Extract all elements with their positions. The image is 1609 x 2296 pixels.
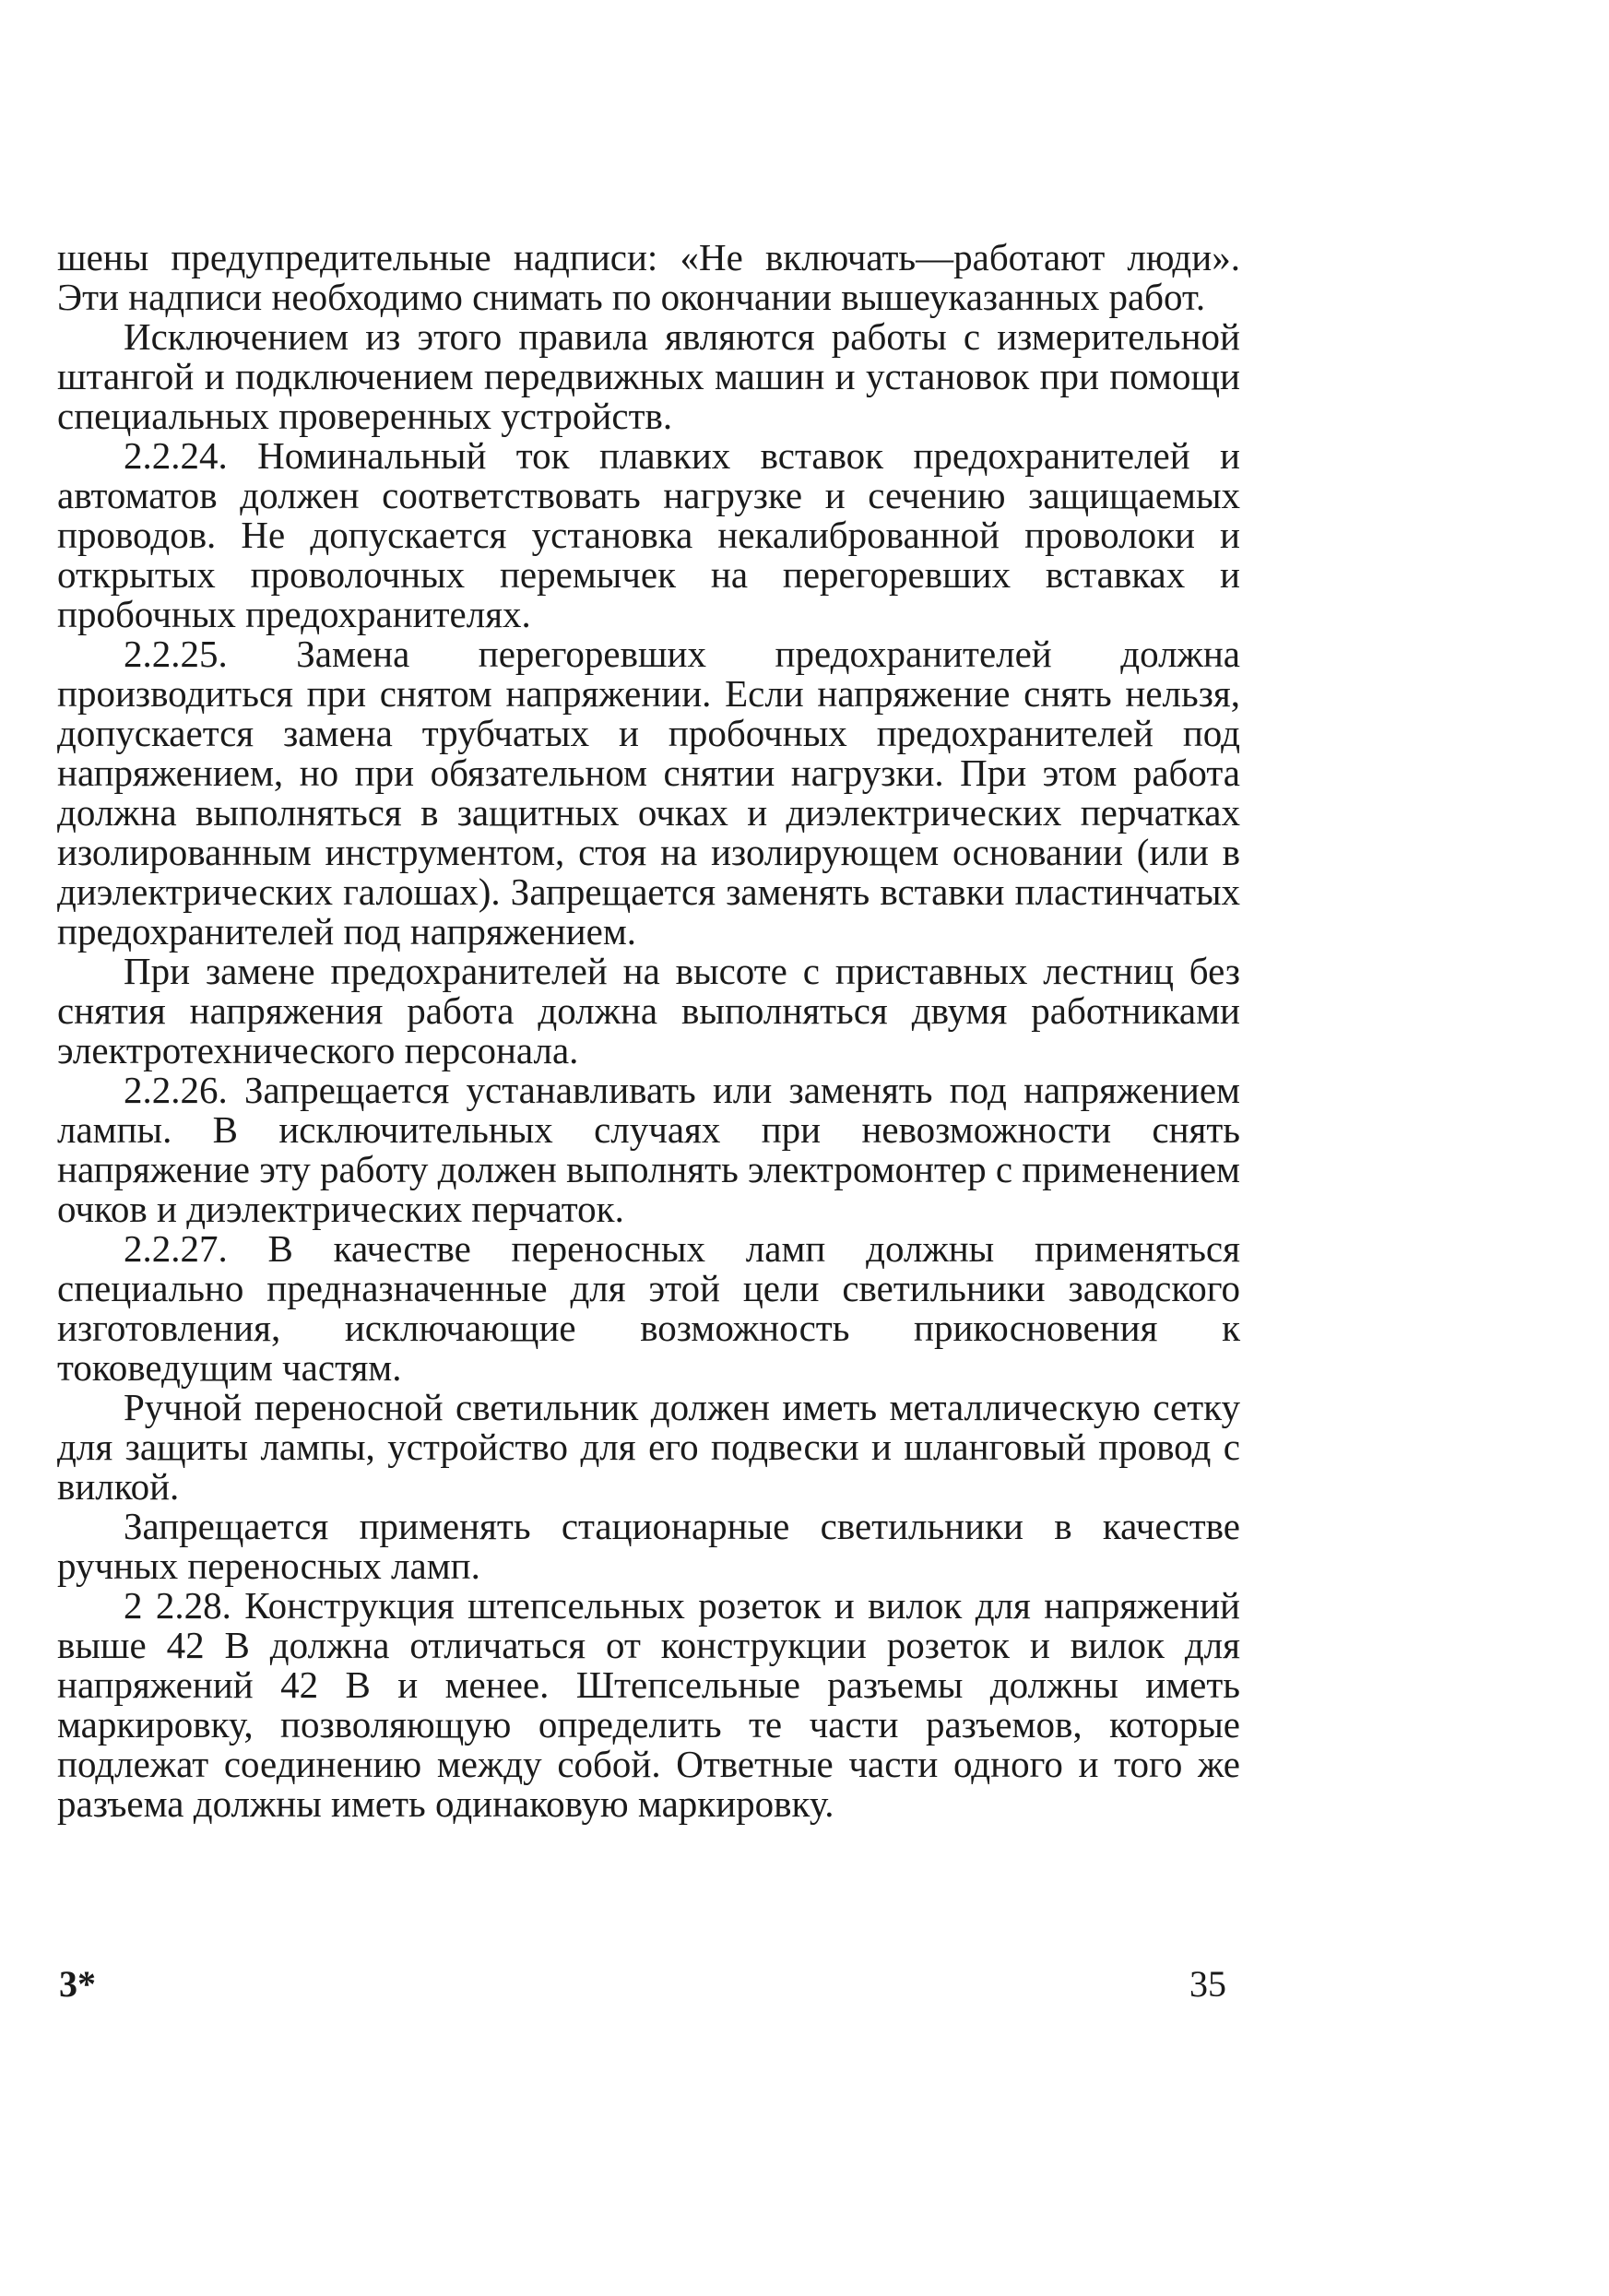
paragraph: шены предупредительные надписи: «Не включать—работают люди». Эти надписи необходимо снимать по окончании вышеуказанных работ. [57,236,1240,318]
body-text [57,238,1240,1824]
paragraph: 2.2.27. В качестве переносных ламп должны применяться специально предназначенные для этой цели светильники заводского изготовления, исключающие возможность прикосновения к токоведущим частям. [57,1227,1240,1389]
paragraph: Ручной переносной светильник должен иметь металлическую сетку для защиты лампы, устройство для его подвески и шланговый провод с вилкой. [57,1386,1240,1508]
paragraph: Запрещается применять стационарные светильники в качестве ручных переносных ламп. [57,1505,1240,1587]
paragraph: Исключением из этого правила являются работы с измерительной штангой и подключением передвижных машин и установок при помощи специальных проверенных устройств. [57,315,1240,437]
paragraph: При замене предохранителей на высоте с приставных лестниц без снятия напряжения работа должна выполняться двумя работниками электротехнического персонала. [57,950,1240,1071]
paragraph: 2.2.25. Замена перегоревших предохранителей должна производиться при снятом напряжении. Если напряжение снять нельзя, допускается замена трубчатых и пробочных предохранителей под напряжением, но при обязательном снятии нагрузки. При этом работа должна выполняться в защитных очках и диэлектрических перчатках изолированным инструментом, стоя на изолирующем основании (или в диэлектрических галошах). Запрещается заменять вставки пластинчатых предохранителей под напряжением. [57,633,1240,953]
paragraph: 2.2.24. Номинальный ток плавких вставок предохранителей и автоматов должен соответствовать нагрузке и сечению защищаемых проводов. Не допускается установка некалиброванной проволоки и открытых проволочных перемычек на перегоревших вставках и пробочных предохранителях. [57,434,1240,635]
signature-mark: 3* [59,1963,96,2005]
page-number: 35 [1189,1963,1226,2005]
paragraph: 2 2.28. Конструкция штепсельных розеток и вилок для напряжений выше 42 В должна отличаться от конструкции розеток и вилок для напряжений 42 В и менее. Штепсельные разъемы должны иметь маркировку, позволяющую определить те части разъемов, которые подлежат соединению между собой. Ответные части одного и того же разъема должны иметь одинаковую маркировку. [57,1584,1240,1825]
paragraph: 2.2.26. Запрещается устанавливать или заменять под напряжением лампы. В исключительных случаях при невозможности снять напряжение эту работу должен выполнять электромонтер с применением очков и диэлектрических перчаток. [57,1069,1240,1230]
